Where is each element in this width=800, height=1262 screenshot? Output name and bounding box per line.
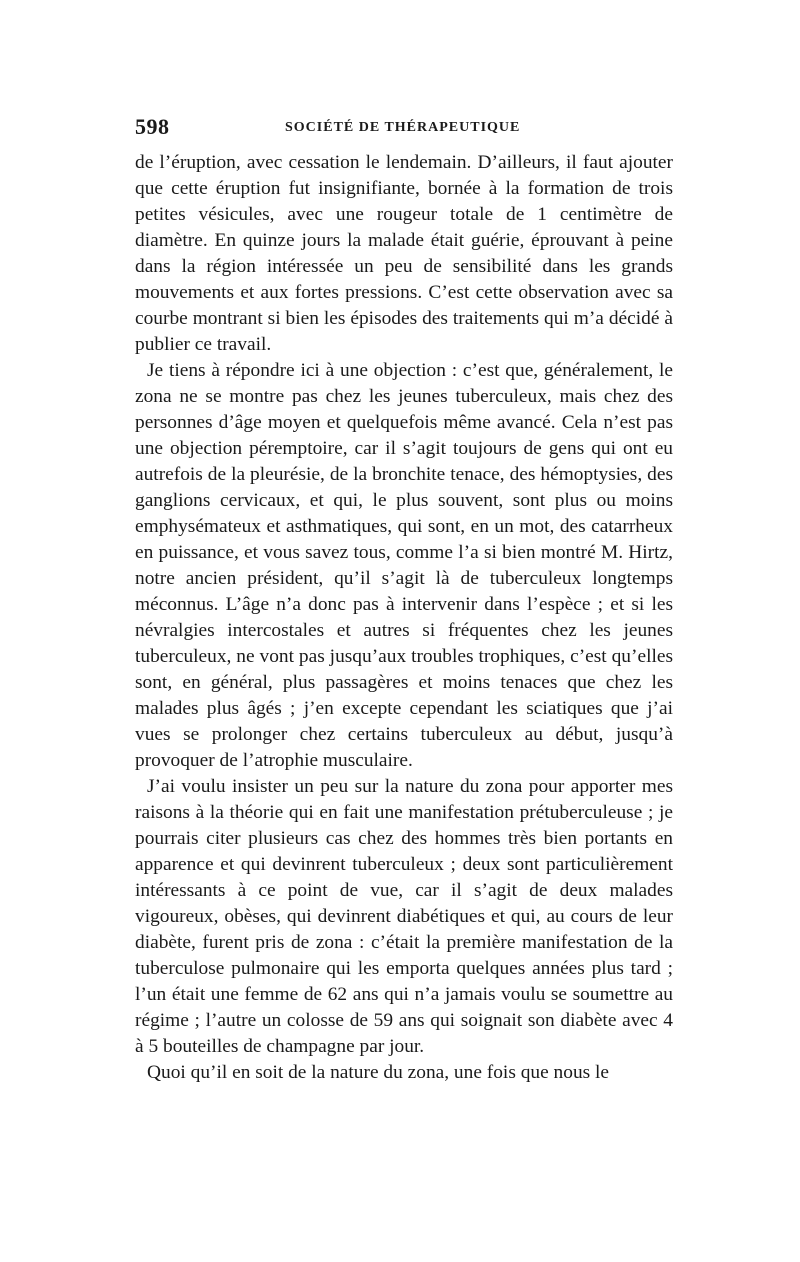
paragraph-objection: Je tiens à répondre ici à une objection : c’est que, généralement, le zona ne se montre pas chez les jeunes tuberculeux, mais chez des personnes d’âge moyen et quelquefois même avancé. Cela n’est pas une objection péremptoire, car il s’agit toujours de gens qui ont eu autrefois de la pleurésie, de la bronchite tenace, des hémoptysies, des ganglions cervicaux, et qui, le plus souvent, sont plus ou moins emphysémateux et asthmatiques, qui sont, en un mot, des catarrheux en puissance, et vous savez tous, comme l’a si bien montré M. Hirtz, notre ancien président, qu’il s’agit là de tuberculeux longtemps méconnus. L’âge n’a donc pas à intervenir dans l’espèce ; et si les névralgies intercostales et autres si fréquentes chez les jeunes tuberculeux, ne vont pas jusqu’aux troubles trophiques, c’est qu’elles sont, en général, plus passagères et moins tenaces que chez les malades plus âgés ; j’en excepte cependant les sciatiques que j’ai vues se prolonger chez certains tuberculeux au début, jusqu’à provoquer de l’atrophie musculaire.	[135, 360, 673, 771]
running-title: SOCIÉTÉ DE THÉRAPEUTIQUE	[285, 120, 521, 135]
paragraph-final-line: Quoi qu’il en soit de la nature du zona, une fois que nous le	[147, 1062, 610, 1083]
paragraph-continued: de l’éruption, avec cessation le lendemain. D’ailleurs, il faut ajouter que cette éruption fut insignifiante, bornée à la formation de trois petites vésicules, avec une rougeur totale de 1 centimètre de diamètre. En quinze jours la malade était guérie, éprouvant à peine dans la région intéressée un peu de sensibilité dans les grands mouvements et aux fortes pressions. C’est cette observation avec sa courbe montrant si bien les épisodes des traitements qui m’a décidé à publier ce travail.	[135, 152, 673, 355]
running-head	[135, 114, 675, 144]
paragraph-nature-du-zona: J’ai voulu insister un peu sur la nature du zona pour apporter mes raisons à la théorie qui en fait une manifestation prétuberculeuse ; je pourrais citer plusieurs cas chez des hommes très bien portants en apparence et qui devinrent tuberculeux ; deux sont particulièrement intéressants à ce point de vue, car il s’agit de deux malades vigoureux, obèses, qui devinrent diabétiques et qui, au cours de leur diabète, furent pris de zona : c’était la première manifestation de la tuberculose pulmonaire qui les emporta quelques années plus tard ; l’un était une femme de 62 ans qui n’a jamais voulu se soumettre au régime ; l’autre un colosse de 59 ans qui soignait son diabète avec 4 à 5 bouteilles de champagne par jour.	[135, 776, 673, 1057]
body-text	[135, 150, 673, 1086]
page-number: 598	[135, 114, 170, 139]
